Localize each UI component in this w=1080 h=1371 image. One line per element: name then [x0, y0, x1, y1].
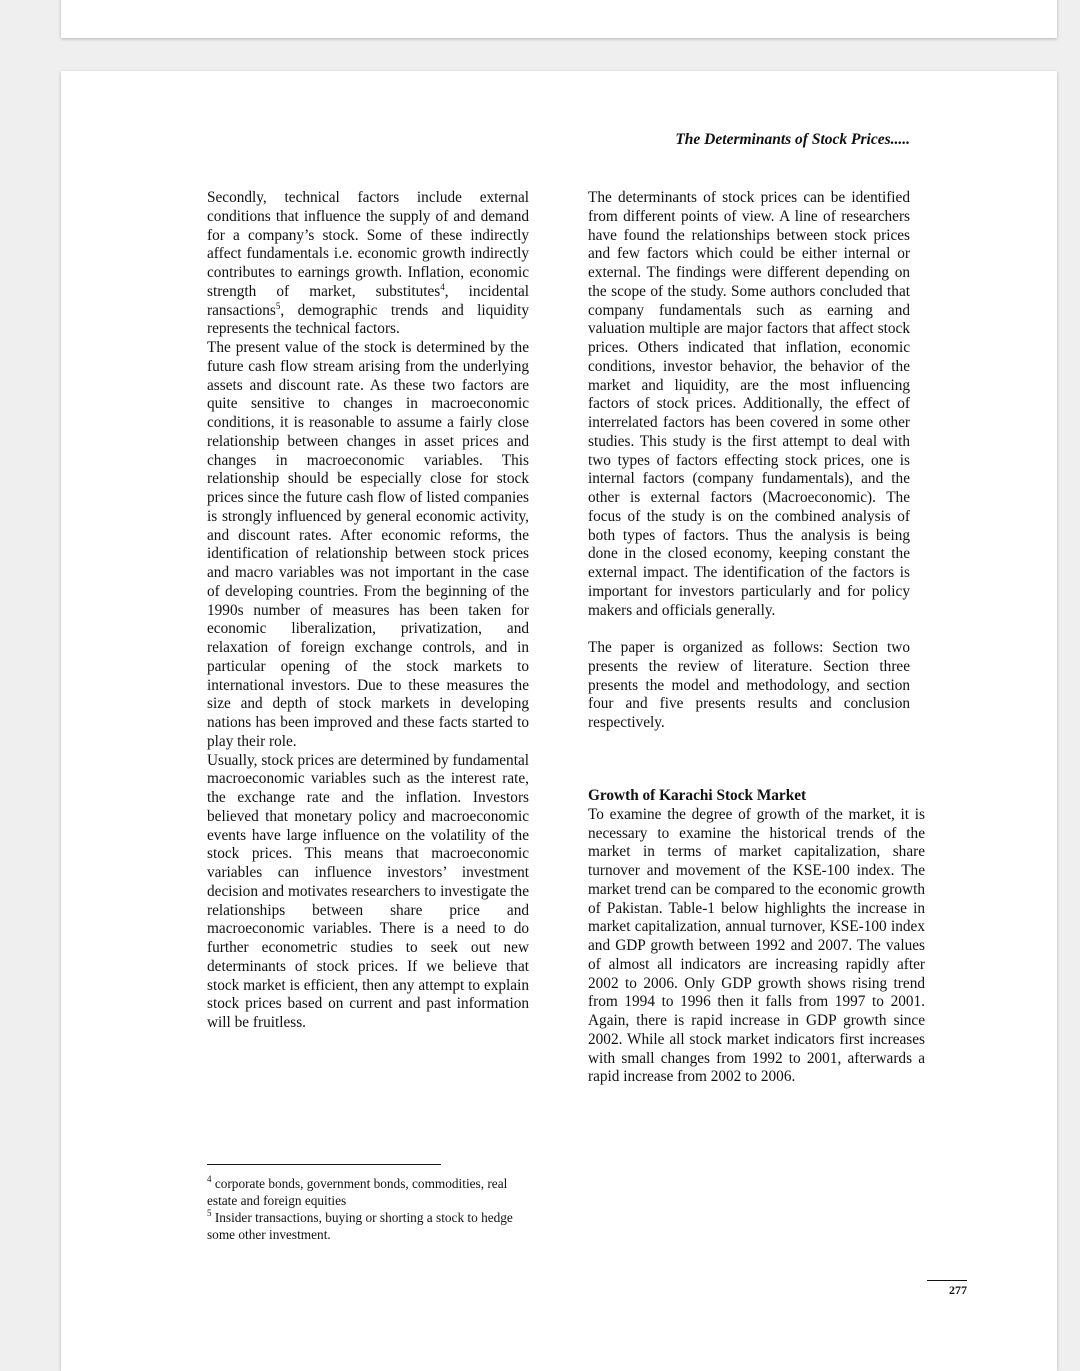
- paragraph-organization: The paper is organized as follows: Section two presents the review of literature. Section three presents the model and methodology, and section four and five presents results and conclusion respectively.: [588, 639, 910, 731]
- paragraph-determinants: The determinants of stock prices can be identified from different points of view. A line of researchers have found the relationships between stock prices and few factors which could be either internal or external. The findings were different depending on the scope of the study. Some authors concluded that company fundamentals such as earning and valuation multiple are major factors that affect stock prices. Others indicated that inflation, economic conditions, investor behavior, the behavior of the market and liquidity, are the most influencing factors of stock prices. Additionally, the effect of interrelated factors has been covered in some other studies. This study is the first attempt to deal with two types of factors effecting stock prices, one is internal factors (company fundamentals), and the other is external factors (Macroeconomic). The focus of the study is on the combined analysis of both types of factors. Thus the analysis is being done in the closed economy, keeping constant the external impact. The identification of the factors is important for investors particularly and for policy makers and officials generally.: [588, 189, 910, 619]
- paragraph-present-value: The present value of the stock is determined by the future cash flow stream arising from the underlying assets and discount rate. As these two factors are quite sensitive to changes in macroeconomic conditions, it is reasonable to assume a fairly close relationship between changes in asset prices and changes in macroeconomic variables. This relationship should be especially close for stock prices since the future cash flow of listed companies is strongly influenced by general economic activity, and discount rates. After economic reforms, the identification of relationship between stock prices and macro variables was not important in the case of developing countries. From the beginning of the 1990s number of measures has been taken for economic liberalization, privatization, and relaxation of foreign exchange controls, and in particular opening of the stock markets to international investors. Due to these measures the size and depth of stock markets in developing nations has been improved and these facts started to play their role.: [207, 339, 529, 750]
- previous-page: [61, 0, 1057, 38]
- paragraph-macro-variables: Usually, stock prices are determined by fundamental macroeconomic variables such as the interest rate, the exchange rate and the inflation. Investors believed that monetary policy and macroeconomic events have large influence on the volatility of the stock prices. This means that macroeconomic variables can influence investors’ investment decision and motivates researchers to investigate the relationships between share price and macroeconomic variables. There is a need to do further econometric studies to seek out new determinants of stock prices. If we believe that stock market is efficient, then any attempt to explain stock prices based on current and past information will be fruitless.: [207, 751, 529, 1031]
- document-page: [61, 71, 1057, 1371]
- section-heading: Growth of Karachi Stock Market: [588, 787, 807, 804]
- footnote-4: [207, 1175, 527, 1209]
- right-column: [588, 189, 910, 733]
- paragraph-growth: To examine the degree of growth of the market, it is necessary to examine the historical trends of the market in terms of market capitalization, share turnover and movement of the KSE-100 index. The market trend can be compared to the economic growth of Pakistan. Table-1 below highlights the increase in market capitalization, annual turnover, KSE-100 index and GDP growth between 1992 and 2007. The values of almost all indicators are increasing rapidly after 2002 to 2006. Only GDP growth shows rising trend from 1994 to 1996 then it falls from 1997 to 2001. Again, there is rapid increase in GDP growth since 2002. While all stock market indicators first increases with small changes from 1992 to 2001, afterwards a rapid increase from 2002 to 2006.: [588, 805, 925, 1086]
- running-title: The Determinants of Stock Prices.....: [675, 131, 910, 148]
- text: Secondly, technical factors include external conditions that influence the supply of and demand for a company’s stock. Some of these indirectly affect fundamentals i.e. economic growth indirectly contributes to earnings growth. Inflation, economic strength of market, substitutes: [207, 189, 529, 300]
- footnote-ref[interactable]: 5: [275, 300, 281, 311]
- footnote-mark: 5: [207, 1208, 212, 1218]
- footnote-5: [207, 1209, 527, 1243]
- paragraph-technical-factors: [207, 189, 529, 339]
- footnote-mark: 4: [207, 1174, 212, 1184]
- left-column: [207, 189, 529, 1033]
- footnote-text: Insider transactions, buying or shorting a stock to hedge some other investment.: [207, 1210, 513, 1242]
- text: , demographic trends and liquidity represents the technical factors.: [207, 301, 529, 338]
- footnote-ref[interactable]: 4: [440, 281, 445, 292]
- footnote-divider: [207, 1164, 441, 1165]
- footnote-text: corporate bonds, government bonds, commodities, real estate and foreign equities: [207, 1176, 508, 1208]
- section-growth: [588, 787, 925, 1087]
- page-number: 277: [927, 1280, 967, 1298]
- footnotes: [207, 1175, 527, 1243]
- text: , incidental ransactions: [207, 282, 529, 319]
